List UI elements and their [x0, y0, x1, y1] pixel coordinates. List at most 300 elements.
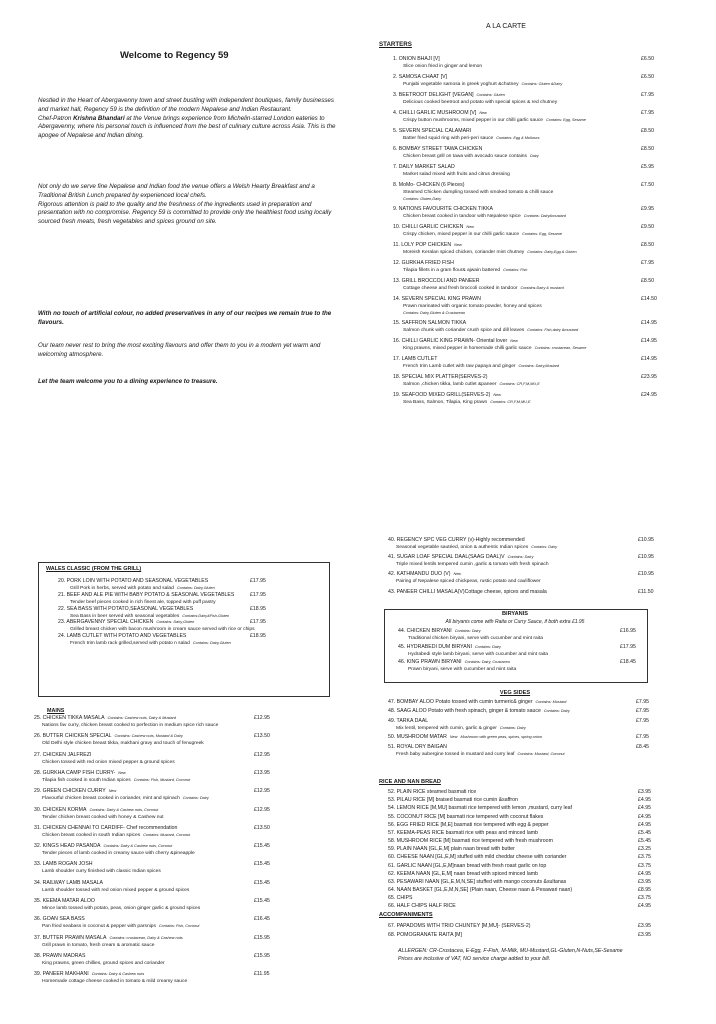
starter-price: £23.95: [641, 374, 657, 380]
starter-allergen-tag: Contains: Dairy,Egg & Gluten: [527, 250, 577, 254]
starter-price: £9.50: [641, 224, 654, 230]
main-price: £11.95: [254, 971, 270, 978]
biryani-name-tag: Contains: Dairy, Crustacea: [464, 660, 510, 665]
intro-text-5: Our team never rest to bring the most exciting flavours and offer them to you in a modern yet warm and welcoming atmosphere.: [38, 342, 321, 358]
main-item: [34, 825, 328, 839]
starter-price: £8.50: [641, 128, 654, 134]
vegside-name: 48. SAAG ALOO Potato with fresh spinach, ginger & tomato sauce: [388, 708, 541, 715]
rice-item: [388, 871, 658, 878]
starter-price: £9.95: [641, 206, 654, 212]
starter-price: £8.50: [641, 146, 654, 152]
main-desc: Nations fav curry, chicken breast cooked to perfection in medium spice rich sauce: [42, 723, 219, 728]
main-desc: Flavourful chicken breast cooked in coriander, mint and spinach Contains: Dairy: [42, 796, 209, 802]
starter-price: £24.95: [641, 392, 657, 398]
main-name-tag: Contains: crustacean, Dairy & Cashew nuts: [109, 935, 183, 940]
main-name: 26. BUTTER CHICKEN SPECIAL: [34, 733, 112, 740]
main-line: [34, 935, 328, 942]
vegside-item: [388, 708, 658, 715]
vegside-line: [388, 718, 658, 725]
intro-paragraph-1: Nestled in the Heart of Abergavenny town and street bustling with independent boutiques, family businesses and market hall, Regency 59 is the definition of the modern Nepalese and Indian Restaurant.: [38, 97, 334, 113]
wales-line: [58, 592, 320, 599]
veg-line: [388, 537, 658, 544]
biryani-name-tag: Contains: Dairy: [454, 629, 481, 633]
vegside-name: 51. ROYAL DRY BAIGAN: [388, 743, 447, 750]
starter-name-tag: New: [454, 243, 462, 247]
rice-name: 57. KEEMA-PEAS RICE basmati rice with peas and minced lamb: [388, 829, 538, 836]
rice-item: [388, 830, 658, 837]
starter-allergen-tag: Contains: CR,F,M,MU,E: [499, 382, 540, 386]
vegside-allergen-tag: Mushroom with green peas, spices, spring onion: [460, 735, 542, 740]
vegside-name: 49. TARKA DAAL: [388, 717, 429, 724]
main-item: [34, 953, 328, 967]
main-allergen-tag: Contains: Fish, Mustard, Coconut: [133, 777, 191, 782]
vegside-desc: Mix lentil, tempered with cumin, garlic & ginger Contains: Dairy: [396, 725, 526, 731]
starter-desc: Salmon ,chicken tikka, lamb cutlet &paneer Contains: CR,F,M,MU,E: [403, 382, 540, 387]
chef-prefix: Chef-Patron: [38, 114, 74, 122]
starter-allergen-tag: Contains: Gluten: [476, 93, 505, 97]
main-name-tag: New: [118, 770, 126, 775]
starter-item: [393, 338, 663, 352]
starter-desc: Chicken breast grill on tawa with avocado sauce contains Dairy: [403, 154, 539, 159]
rice-item: [388, 822, 658, 829]
starter-desc: Batter fried squid ring with peri-peri sauce Contains: Egg & Molluscs: [403, 136, 540, 141]
starter-desc: Crispy chicken, mixed pepper in our chilli garlic sauce Contains: Egg, Sesame: [403, 232, 562, 237]
vegside-name: 50. MUSHROOM MATAR: [388, 734, 447, 741]
rice-price: £5.45: [638, 829, 651, 836]
rice-name: 59. PLAIN NAAN [GL,E,M] plain naan bread with butter: [388, 846, 515, 853]
rice-line: [388, 822, 658, 829]
starter-item: [393, 374, 663, 388]
starter-allergen-tag: Contains: Fish: [503, 268, 528, 272]
biryani-desc: Prawn biryani, serve with cucumber and mint raita: [408, 667, 517, 673]
intro-text-4: With no touch of artificial colour, no added preservatives in any of our recipes we remain true to the flavours.: [38, 310, 332, 326]
rice-line: [388, 789, 658, 796]
starter-name: 18. SPECIAL MIX PLATTER(SERVES-2): [393, 374, 488, 380]
vegside-item: [388, 744, 658, 758]
intro-paragraph-1b: [38, 115, 338, 141]
starter-name: 11. LOLY POP CHICKEN: [393, 242, 452, 248]
main-desc: Lamb shoulder tossed with red onion mixed pepper & ground spices: [42, 887, 190, 893]
starter-line: [393, 74, 663, 81]
starter-name: 2. SAMOSA CHAAT [V]: [393, 74, 448, 80]
starter-name: 19. SEAFOOD MIXED GRILL(SERVES-2): [393, 392, 491, 398]
starter-line: [393, 320, 663, 327]
starter-name-tag: New: [479, 111, 487, 115]
page-label: A LA CARTE: [486, 23, 526, 30]
starter-price: £5.95: [641, 164, 654, 170]
main-allergen-tag: Contains: Dairy: [182, 796, 209, 801]
rice-item: [388, 805, 658, 812]
vegside-allergen-tag: Contains: Dairy: [499, 725, 526, 730]
biryani-line: [398, 628, 646, 635]
rice-line: [388, 863, 658, 870]
starter-item: [393, 128, 663, 142]
main-line: [34, 953, 328, 960]
rice-title: RICE AND NAN BREAD: [379, 779, 441, 785]
main-name: 34. RAILWAY LAMB MASALA: [34, 879, 103, 886]
main-item: [34, 807, 328, 821]
veg-name-tag: Contains: Dairy: [507, 555, 534, 560]
rice-item: [388, 863, 658, 870]
main-line: [34, 733, 328, 740]
wales-line: [58, 606, 320, 613]
main-desc: Tender pieces of lamb cooked in creamy sauce with cherry &pineapple: [42, 851, 195, 857]
main-price: £15.45: [254, 879, 270, 886]
biryani-name: 45. HYDRABEDI DUM BIRYANI: [398, 643, 472, 650]
wales-allergen-tag: Contains:Dairy&Fish,Gluten: [182, 613, 230, 618]
main-item: [34, 770, 328, 784]
rice-name: 58. MUSHROOM RICE [M] basmati rice tempered with fresh mushroom: [388, 838, 553, 845]
vegside-price: £8.45: [636, 743, 649, 750]
wales-name-tag: Contains: Dairy,Gluten: [156, 620, 195, 625]
accomp-price: £3.95: [638, 923, 651, 929]
starters-title: STARTERS: [379, 41, 412, 48]
biryani-price: £18.45: [620, 659, 636, 666]
starter-name: 3. BEETROOT DELIGHT [VEGAN]: [393, 92, 474, 98]
main-name: 38. PRAWN MADRAS: [34, 952, 86, 959]
accomp-title: ACCOMPANIMENTS: [379, 912, 433, 918]
main-name-tag: New: [108, 789, 117, 794]
starter-line: [393, 338, 663, 345]
biryani-name: 46. KING PRAWN BIRYANI: [398, 659, 462, 666]
main-price: £15.45: [254, 843, 270, 850]
rice-line: [388, 814, 658, 821]
starter-price: £6.50: [641, 74, 654, 80]
starter-line: [393, 278, 663, 285]
wales-price: £18.95: [250, 633, 266, 640]
wales-desc: French trim lamb rack grilled,served with potato n salad Contains: Dairy,Gluten: [70, 641, 231, 647]
main-desc: Old Delhi style chicken breast tikka, makhani gravy and touch of fenugreek: [42, 741, 204, 747]
starter-line: [393, 206, 663, 213]
rice-price: £4.95: [638, 813, 651, 820]
biryani-desc: Hydrabedi style lamb biryani, serve with cucumber and mint raita: [408, 651, 548, 657]
biryani-name: 44. CHICKEN BIRYANI: [398, 628, 452, 634]
main-name: 36. GOAN SEA BASS: [34, 916, 85, 923]
main-name: 30. CHICKEN KORMA: [34, 806, 87, 813]
rice-price: £4.95: [638, 821, 651, 828]
rice-line: [388, 895, 658, 902]
starter-desc: Sea Bass, Salmon, Tilapia, King prawn Contains: CR,F,M,MU,E: [403, 400, 531, 405]
starter-item: [393, 110, 663, 124]
veg-name: 42. KATHMANDU DUO (V): [388, 571, 451, 578]
accomp-price: £3.95: [638, 931, 651, 938]
biryani-note: All biryanis come with Raita or Curry Sauce, if both extra £1.95: [445, 619, 585, 625]
main-desc: Grill prawn in tomato, fresh cream & aromatic sauce: [42, 942, 155, 948]
starter-desc: King prawns, mixed pepper in homemade chilli garlic sauce Contains: crustacean, Sesame: [403, 346, 587, 351]
rice-item: [388, 903, 658, 910]
veg-desc: Seasonal vegetable sautéed, onion & authentic Indian spices Contains: Dairy: [396, 545, 558, 550]
rice-price: £3.75: [638, 895, 651, 902]
starter-price: £8.50: [641, 242, 654, 248]
rice-item: [388, 846, 658, 853]
rice-name: 63. PESAWARI NAAN [GL,E,M,N,SE] stuffed with mango coconuts &sultanas: [388, 878, 567, 885]
starter-allergen-tag: Contains: Dairy,Gluten & Crustacean: [403, 311, 465, 315]
main-desc: Chicken tossed with red onion mixed pepper & ground spices: [42, 759, 175, 765]
vegside-line: [388, 708, 658, 715]
wales-item: [58, 578, 320, 592]
rice-price: £3.25: [638, 846, 651, 853]
wales-item: [58, 633, 320, 647]
rice-line: [388, 838, 658, 845]
main-desc: King prawns, green chillies, ground spices and coriander: [42, 960, 165, 966]
starter-allergen-tag: Contains: Fish,dairy &mustard: [527, 328, 579, 332]
biryani-price: £17.95: [620, 643, 636, 650]
rice-item: [388, 797, 658, 804]
rice-line: [388, 854, 658, 861]
main-item: [34, 861, 328, 875]
veg-desc: Pairing of Nepalese spiced chickpeas, rustic potato and cauliflower: [396, 579, 541, 585]
starter-desc: Chicken breast cooked in tandoor with Nepalese spice Contains: Dairy&mustard: [403, 214, 566, 219]
rice-name: 61. GARLIC NAAN [GL,E,M]naan bread with fresh roast garlic on top: [388, 862, 547, 869]
starter-item: [393, 74, 663, 88]
accomp-line: [388, 923, 658, 930]
starter-price: £8.50: [641, 278, 654, 284]
rice-line: [388, 830, 658, 837]
vegside-price: £7.95: [636, 708, 649, 715]
main-desc: Homemade cottage cheese cooked in tomato & mild creamy sauce: [42, 979, 188, 985]
starter-desc: Delicious cooked beetroot and potato with special spices & red chutney: [403, 100, 558, 105]
starter-name: 10. CHILLI GARLIC CHICKEN: [393, 224, 464, 230]
veg-desc: Triple mixed lentils tempered cumin ,garlic & tomato with fresh spinach: [396, 562, 549, 568]
main-desc: Tender chicken breast cooked with honey & Cashew nut: [42, 814, 164, 820]
starter-line: [393, 56, 663, 63]
starter-name: 16. CHILLI GARLIC KING PRAWN- Oriental lover: [393, 338, 508, 344]
starter-allergen-tag: Contains: Dairy,Mustard: [518, 364, 559, 368]
veg-price: £11.50: [638, 588, 654, 595]
wales-line: [58, 633, 320, 640]
veg-price: £10.95: [638, 571, 654, 578]
main-line: [34, 752, 328, 759]
starter-allergen-tag: Contains: crustacean, Sesame: [534, 346, 587, 350]
starter-item: [393, 92, 663, 106]
veg-item: [388, 571, 658, 585]
starter-item: [393, 56, 663, 70]
vegside-line: [388, 734, 658, 741]
starter-allergen-tag: Contains: Egg & Molluscs: [496, 136, 540, 140]
rice-line: [388, 846, 658, 853]
starter-name: 12. GURKHA FRIED FISH: [393, 260, 454, 266]
rice-name: 66. HALF CHIPS HALF RICE: [388, 903, 456, 910]
chef-name: Krishna Bhandari: [73, 114, 125, 122]
veg-price: £10.95: [638, 554, 654, 561]
main-desc: Lamb shoulder curry finished with classic Indian spices: [42, 869, 161, 875]
main-price: £12.95: [254, 751, 270, 758]
starter-desc: Salmon chunk with coriander crush spice and dill leaves Contains: Fish,dairy &mustard: [403, 328, 579, 333]
main-name: 39. PANEER MAKHANI: [34, 971, 89, 978]
main-line: [34, 880, 328, 887]
starter-desc: Slice onion fried in ginger and lemon: [403, 64, 483, 69]
vegside-price: £7.95: [636, 734, 649, 741]
starter-name: 17. LAMB CUTLET: [393, 356, 438, 362]
veg-item: [388, 537, 658, 551]
starter-line: [393, 224, 663, 231]
starter-item: [393, 296, 663, 317]
starter-allergen-tag: Contains: Egg, Sesame: [522, 232, 562, 236]
veg-item: [388, 554, 658, 568]
vegside-item: [388, 734, 658, 741]
starter-desc: French trim Lamb cutlet with raw papaya and ginger Contains: Dairy,Mustard: [403, 364, 559, 369]
rice-price: £3.75: [638, 854, 651, 861]
rice-line: [388, 879, 658, 886]
biryani-line: [398, 644, 646, 651]
starter-name: 1. ONION BHAJI [V]: [393, 56, 440, 62]
biryani-name-tag: Contains: Dairy: [474, 644, 501, 649]
rice-price: £3.95: [638, 878, 651, 885]
main-desc: Pan fried seabass in coconut & pepper with parsnips Contains: Fish, Coconut: [42, 924, 200, 930]
vegside-name: 47. BOMBAY ALOO Potato tossed with cumin turmeric& ginger: [388, 699, 533, 705]
rice-item: [388, 879, 658, 886]
rice-price: £4.95: [638, 805, 651, 812]
rice-item: [388, 838, 658, 845]
starter-allergen-tag: Contains: Dairy&mustard: [523, 214, 566, 218]
wales-allergen-tag: Contains: Dairy,Gluten: [176, 586, 215, 590]
main-line: [34, 807, 328, 814]
main-line: [34, 861, 328, 868]
biryani-item: [398, 659, 646, 673]
rice-name: 56. EGG FRIED RICE [M,E] basmati rice tempered with egg & pepper: [388, 821, 549, 828]
rice-name: 54. LEMON RICE [M,MU] basmati rice tempered with lemon ,mustard, curry leaf: [388, 805, 572, 812]
main-item: [34, 971, 328, 985]
starter-line: [393, 146, 663, 153]
starter-line: [393, 242, 663, 249]
main-price: £15.45: [254, 861, 270, 868]
rice-price: £8.95: [638, 887, 651, 894]
wales-desc: Sea Bass in beer served with seasonal vegetables Contains:Dairy&Fish,Gluten: [70, 613, 230, 619]
starter-price: £14.95: [641, 356, 657, 362]
wales-desc: Tender beef pieces cooked in rich finest ale, topped with puff pastry: [70, 599, 216, 605]
main-name: 25. CHICKEN TIKKA MASALA: [34, 715, 105, 721]
starter-item: [393, 242, 663, 256]
starter-line: [393, 260, 663, 267]
veg-name: 43. PANEER CHILLI MASALA(V)Cottage cheese, spices and masala: [388, 588, 547, 595]
starter-item: [393, 260, 663, 274]
vegside-item: [388, 718, 658, 732]
rice-name: 60. CHEESE NAAN [GL,E,M] stuffed with mild cheddar cheese with coriander: [388, 854, 567, 861]
accomp-name: 68. POMOGRANATE RAITA [M]: [388, 931, 462, 938]
starter-price: £7.50: [641, 182, 654, 188]
wales-title: WALES CLASSIC (FROM THE GRILL): [46, 566, 142, 572]
vegside-price: £7.95: [636, 699, 649, 705]
starter-name-tag: New: [466, 225, 474, 229]
rice-item: [388, 814, 658, 821]
main-line: [34, 898, 328, 905]
starter-name: 8. MoMo- CHICKEN (6 Pieces): [393, 182, 465, 188]
vegside-line: [388, 744, 658, 751]
starter-price: £7.95: [641, 260, 654, 266]
main-item: [34, 788, 328, 802]
wales-price: £17.95: [250, 591, 266, 598]
rice-price: £3.75: [638, 862, 651, 869]
veg-price: £10.95: [638, 537, 654, 543]
main-price: £13.95: [254, 769, 270, 776]
main-name: 27. CHICKEN JALFREZI: [34, 751, 92, 758]
main-price: £15.95: [254, 934, 270, 941]
main-line: [34, 715, 328, 722]
starter-allergen-tag: Contains: CR,F,M,MU,E: [490, 400, 531, 404]
mains-title: MAINS: [47, 708, 65, 714]
main-item: [34, 752, 328, 766]
starter-desc: Moreish Keralan spiced chicken, coriander mint chutney Contains: Dairy,Egg & Gluten: [403, 250, 577, 255]
main-allergen-tag: Contains: Mustard, Coconut: [143, 832, 191, 837]
main-line: [34, 916, 328, 923]
main-line: [34, 825, 328, 832]
starter-name-tag: New: [493, 393, 501, 397]
veg-item: [388, 589, 658, 596]
main-price: £16.45: [254, 916, 270, 923]
rice-price: £4.95: [638, 870, 651, 877]
veg-name: 41. SUGAR LOAF SPECIAL DAAL(SAAG DAAL)V: [388, 554, 505, 561]
vegside-price: £7.95: [636, 717, 649, 724]
rice-name: 52. PLAIN RICE steamed basmati rice: [388, 789, 477, 795]
veg-line: [388, 571, 658, 578]
starter-item: [393, 146, 663, 160]
biryani-item: [398, 628, 646, 642]
biryani-title: BIRYANIS: [501, 611, 528, 617]
allergen-footer: ALLERGEN: CR-Crustacea, E-Egg, F-Fish, M-Milk, MU-Mustard,GL-Gluten,N-Nuts,SE-Sesame: [398, 948, 623, 954]
accomp-item: [388, 932, 658, 939]
main-item: [34, 880, 328, 894]
starter-name: 5. SEVERN SPECIAL CALAMARI: [393, 128, 472, 134]
starter-name: 7. DAILY MARKET SALAD: [393, 164, 455, 170]
main-item: [34, 715, 328, 729]
main-price: £15.95: [254, 952, 270, 959]
main-item: [34, 916, 328, 930]
starter-line: [393, 110, 663, 117]
starter-desc: Market salad mixed with fruits and citrus dressing: [403, 172, 510, 177]
wales-name: 24. LAMB CUTLET WITH POTATO AND VEGETABLES: [58, 633, 187, 640]
starter-desc: Crispy button mushrooms, mixed pepper in our chilli garlic sauce Contains: Egg, Sesame: [403, 118, 586, 123]
main-price: £15.45: [254, 898, 270, 904]
starter-name: 9. NATIONS FAVOURITE CHICKEN TIKKA: [393, 206, 494, 212]
starter-line: [393, 164, 663, 171]
starter-allergen-tag: Contains: Gluten,Dairy: [403, 197, 442, 201]
main-name: 37. BUTTER PRAWN MASALA: [34, 934, 107, 941]
starter-price: £14.95: [641, 320, 657, 326]
rice-line: [388, 887, 658, 894]
accomp-item: [388, 923, 658, 930]
rice-name: 55. COCONUT RICE [M] basmati rice tempered with coconut flakes: [388, 813, 544, 820]
veg-line: [388, 554, 658, 561]
starter-item: [393, 356, 663, 370]
wales-name: 21. BEEF AND ALE PIE WITH BABY POTATO & SEASONAL VEGETABLES: [58, 591, 235, 598]
starter-name: 13. GRILL BROCCOLI AND PANEER: [393, 278, 480, 284]
starter-desc: Steamed Chicken dumpling tossed with smoked tomato & chilli sauce: [403, 190, 554, 195]
starter-price: £6.50: [641, 56, 654, 62]
wales-name: 20. PORK LOIN WITH POTATO AND SEASONAL VEGETABLES: [58, 578, 209, 584]
starter-desc: Prawn marinated with organic tomato powder, honey and spices: [403, 304, 542, 309]
rice-item: [388, 789, 658, 796]
main-item: [34, 843, 328, 857]
main-item: [34, 733, 328, 747]
vegside-allergen-tag: Contains: Mustard: [535, 700, 567, 704]
intro-paragraph-3: Rigorous attention is paid to the quality and the freshness of the ingredients used in preparation and presentation with no compromise. Regency 59 is committed to provide only the healthiest food using locally sourced fresh meats, fresh vegetables and spices ground on site.: [38, 200, 332, 226]
wales-item: [58, 619, 320, 633]
rice-price: £5.45: [638, 838, 651, 845]
starter-item: [393, 392, 663, 406]
main-name-tag: Contains: Dairy & Cashew nuts: [91, 972, 145, 977]
starter-line: [393, 374, 663, 381]
vegside-name-tag: New: [449, 735, 458, 740]
rice-line: [388, 797, 658, 804]
starter-item: [393, 320, 663, 334]
rice-price: £4.95: [638, 903, 651, 910]
main-name: 31. CHICKEN CHENNAI TO CARDIFF- Chef recommendation: [34, 824, 178, 831]
main-name-tag: Contains: Cashew nuts, Mustard & Dairy: [114, 734, 183, 739]
main-name-tag: Contains: Dairy & Cashew nuts, Coconut: [103, 844, 173, 849]
rice-name: 64. NAAN BASKET [GL,E,M,N,SE] (Plain naan, Cheese naan & Pesawari naan): [388, 887, 573, 894]
main-line: [34, 971, 328, 978]
main-line: [34, 770, 328, 777]
